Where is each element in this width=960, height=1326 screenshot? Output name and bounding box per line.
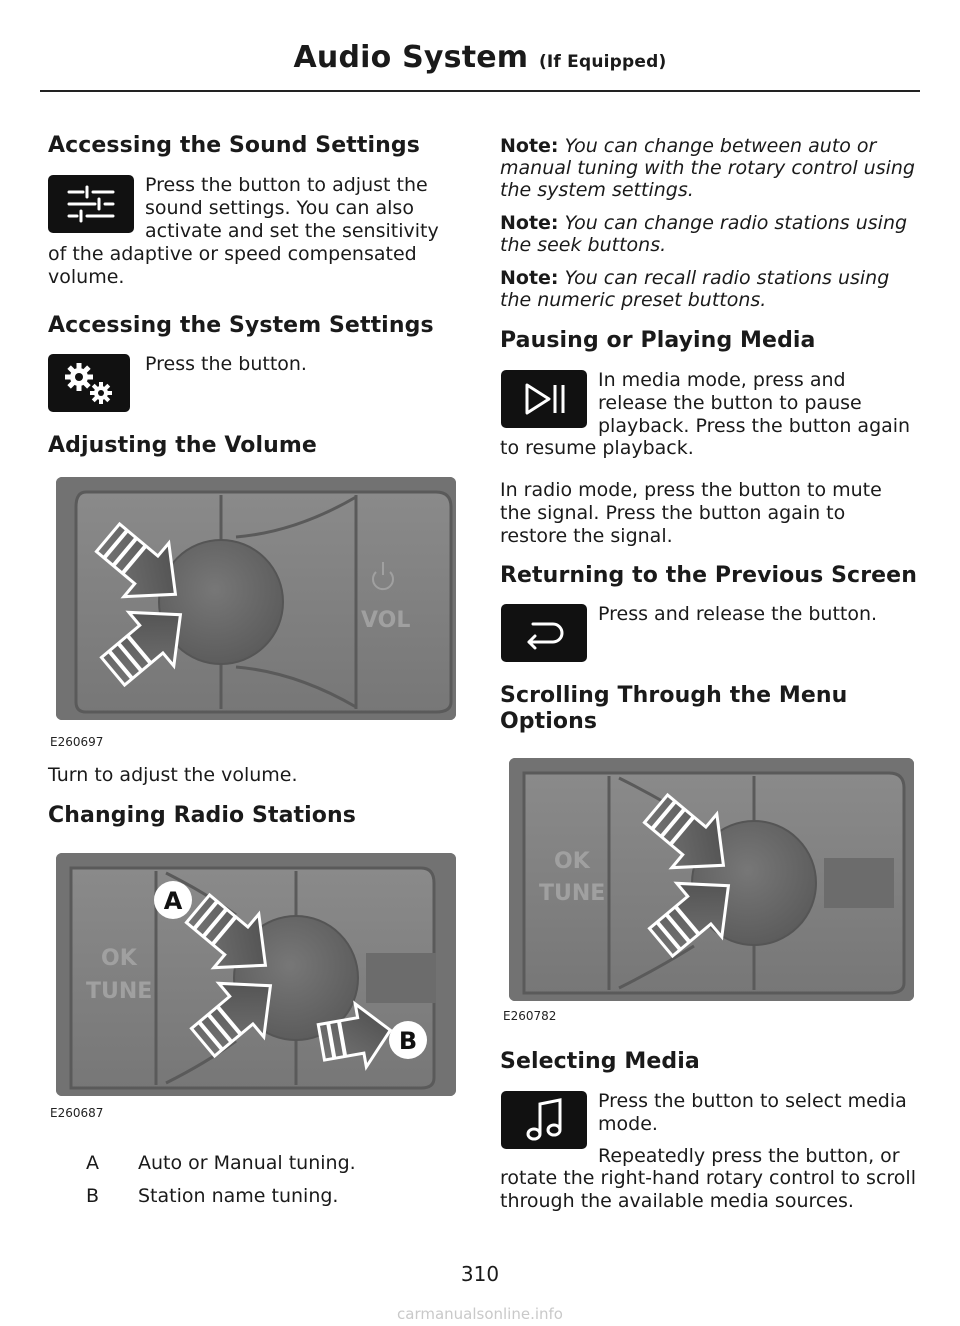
media-text-2: Repeatedly press the button, or [598, 1145, 900, 1167]
header-divider [40, 90, 920, 92]
heading-adjusting-volume: Adjusting the Volume [48, 433, 317, 458]
note-seek-buttons [500, 212, 920, 256]
previous-screen-text: Press and release the button. [598, 603, 878, 625]
note-text: You can change radio stations using the seek buttons. [500, 212, 908, 256]
legend-text-a: Auto or Manual tuning. [138, 1152, 356, 1174]
heading-system-settings: Accessing the System Settings [48, 313, 434, 338]
radio-tuning-figure [56, 853, 456, 1096]
figure-code-scroll: E260782 [503, 1009, 557, 1023]
note-label: Note: [500, 135, 559, 157]
pause-text-cont: to resume playback. [500, 437, 694, 459]
heading-previous-screen: Returning to the Previous Screen [500, 563, 917, 588]
radio-knob-label-tune: TUNE [86, 979, 153, 1004]
play-pause-icon [501, 370, 587, 428]
scroll-knob-label-tune: TUNE [539, 881, 606, 906]
note-preset-buttons [500, 267, 920, 311]
sliders-icon [48, 175, 134, 233]
back-arrow-icon [501, 604, 587, 662]
legend-key-b: B [86, 1185, 100, 1207]
header-subtitle: (If Equipped) [538, 52, 667, 72]
radio-knob-label-ok: OK [101, 946, 137, 971]
volume-knob-label: VOL [361, 608, 411, 633]
heading-pausing-playing: Pausing or Playing Media [500, 328, 816, 353]
scroll-knob-label-ok: OK [554, 849, 590, 874]
music-note-icon [501, 1091, 587, 1149]
note-text: You can recall radio stations using the numeric preset buttons. [500, 267, 890, 311]
legend-key-a: A [86, 1152, 99, 1174]
figure-code-radio: E260687 [50, 1106, 104, 1120]
radio-mute-text: In radio mode, press the button to mute the signal. Press the button again to restore the signal. [500, 479, 882, 547]
gears-icon [48, 354, 130, 412]
volume-caption: Turn to adjust the volume. [48, 764, 298, 786]
note-label: Note: [500, 212, 559, 234]
legend-text-b: Station name tuning. [138, 1185, 339, 1207]
volume-control-figure [56, 477, 456, 720]
sound-settings-text: Press the button to adjust the sound settings. You can also activate and set the sensitivity [145, 174, 439, 242]
figure-code-volume: E260697 [50, 735, 104, 749]
note-tuning-mode [500, 135, 920, 201]
callout-b: B [398, 1027, 418, 1055]
scroll-menu-figure [509, 758, 914, 1001]
callout-a: A [163, 887, 183, 915]
note-text: You can change between auto or manual tuning with the rotary control using the system settings. [500, 135, 915, 201]
watermark: carmanualsonline.info [397, 1305, 563, 1323]
heading-sound-settings: Accessing the Sound Settings [48, 133, 420, 158]
note-label: Note: [500, 267, 559, 289]
system-settings-text: Press the button. [145, 353, 307, 375]
sound-settings-text-cont: of the adaptive or speed compensated volume. [48, 243, 417, 288]
media-text-2-cont: rotate the right-hand rotary control to scroll through the available media sources. [500, 1167, 916, 1212]
media-text: Press the button to select media mode. [598, 1090, 907, 1135]
pause-text: In media mode, press and release the button to pause playback. Press the button again [598, 369, 911, 437]
page-header [0, 40, 960, 75]
header-title: Audio System [293, 40, 529, 75]
heading-selecting-media: Selecting Media [500, 1049, 700, 1074]
heading-changing-radio: Changing Radio Stations [48, 803, 356, 828]
heading-scrolling-menu: Scrolling Through the Menu Options [500, 683, 848, 734]
page-number: 310 [460, 1262, 500, 1286]
